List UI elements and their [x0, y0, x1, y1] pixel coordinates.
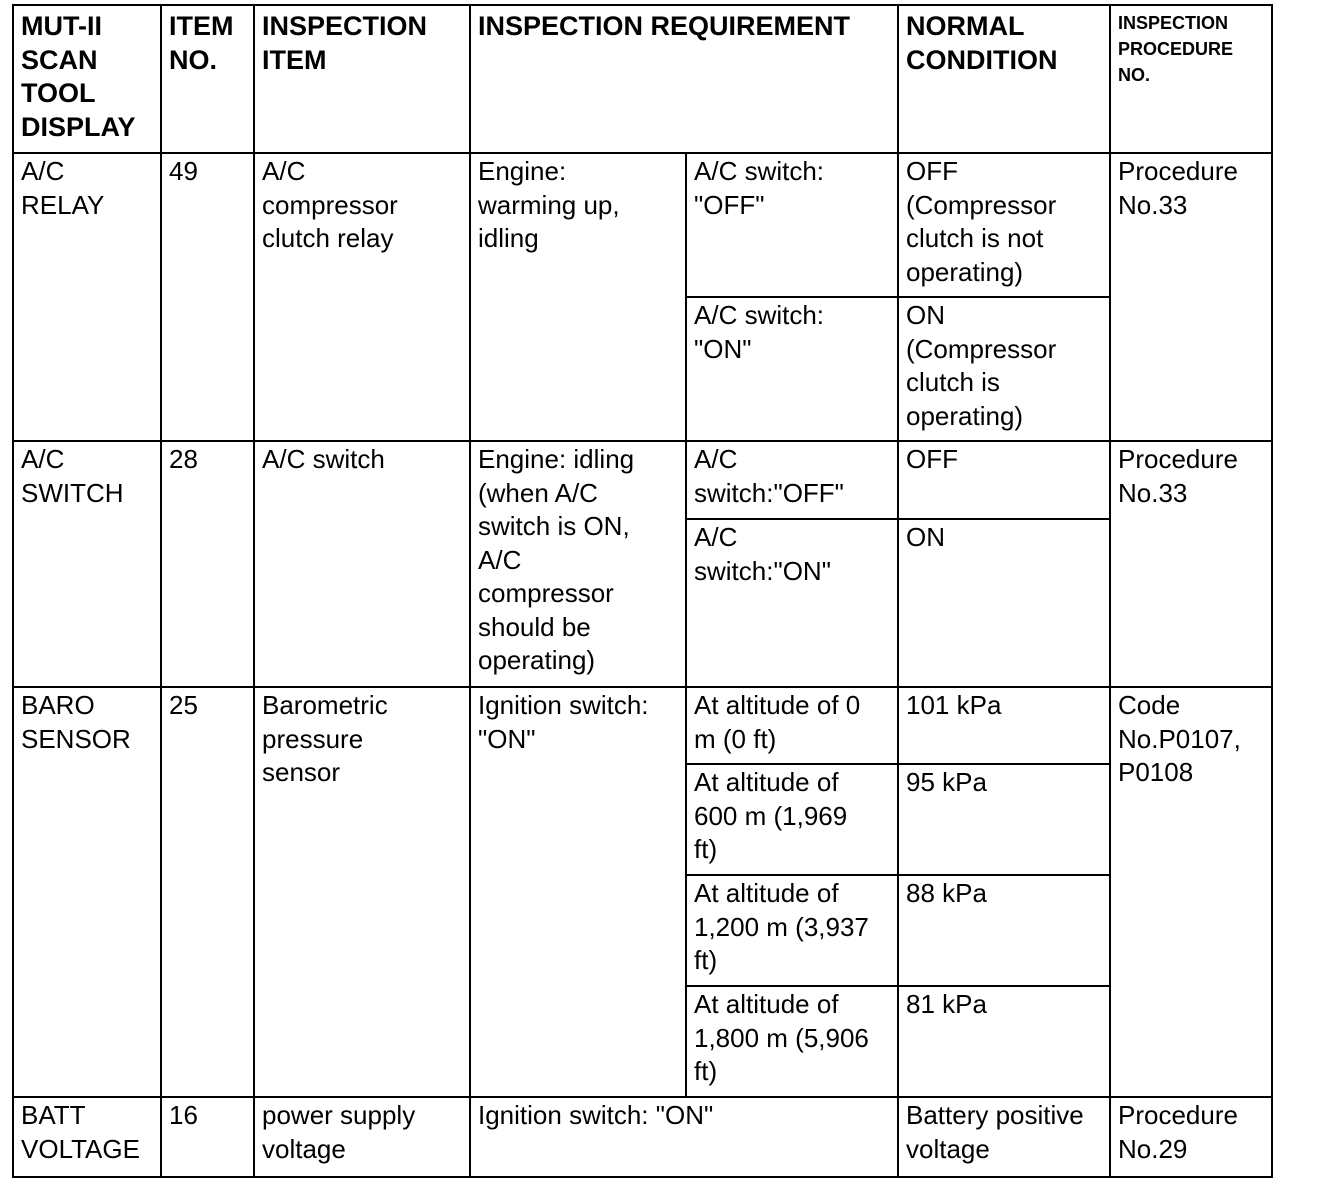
cell-normal: OFF [898, 441, 1110, 519]
table-row [13, 441, 1272, 519]
cell-normal: OFF (Compressor clutch is not operating) [898, 153, 1110, 297]
cell-requirement: Ignition switch: "ON" [470, 687, 686, 1097]
cell-normal: 88 kPa [898, 875, 1110, 986]
cell-normal: 81 kPa [898, 986, 1110, 1097]
cell-condition: A/C switch:"OFF" [686, 441, 898, 519]
header-normal-condition: NORMAL CONDITION [898, 5, 1110, 153]
cell-condition: A/C switch: "OFF" [686, 153, 898, 297]
cell-item: A/C switch [254, 441, 470, 687]
cell-display: A/C SWITCH [13, 441, 161, 687]
cell-item-no: 25 [161, 687, 254, 1097]
header-inspection-item: INSPECTION ITEM [254, 5, 470, 153]
cell-normal: ON (Compressor clutch is operating) [898, 297, 1110, 441]
cell-item-no: 49 [161, 153, 254, 441]
cell-condition: At altitude of 1,200 m (3,937 ft) [686, 875, 898, 986]
cell-item-no: 16 [161, 1097, 254, 1177]
cell-display: A/C RELAY [13, 153, 161, 441]
cell-item: Barometric pressure sensor [254, 687, 470, 1097]
header-item-no: ITEM NO. [161, 5, 254, 153]
cell-item: power supply voltage [254, 1097, 470, 1177]
cell-display: BARO SENSOR [13, 687, 161, 1097]
table-row [13, 687, 1272, 764]
cell-requirement: Engine: idling (when A/C switch is ON, A/C compressor should be operating) [470, 441, 686, 687]
header-inspection-procedure-no: INSPECTION PROCEDURE NO. [1110, 5, 1272, 153]
cell-requirement: Ignition switch: "ON" [470, 1097, 898, 1177]
header-inspection-requirement: INSPECTION REQUIREMENT [470, 5, 898, 153]
cell-display: BATT VOLTAGE [13, 1097, 161, 1177]
cell-condition: At altitude of 0 m (0 ft) [686, 687, 898, 764]
cell-normal: ON [898, 519, 1110, 687]
cell-condition: At altitude of 1,800 m (5,906 ft) [686, 986, 898, 1097]
cell-procedure: Procedure No.33 [1110, 441, 1272, 687]
cell-condition: At altitude of 600 m (1,969 ft) [686, 764, 898, 875]
cell-requirement: Engine: warming up, idling [470, 153, 686, 441]
header-scan-tool-display: MUT-II SCAN TOOL DISPLAY [13, 5, 161, 153]
cell-normal: Battery positive voltage [898, 1097, 1110, 1177]
cell-normal: 101 kPa [898, 687, 1110, 764]
cell-condition: A/C switch:"ON" [686, 519, 898, 687]
cell-normal: 95 kPa [898, 764, 1110, 875]
cell-condition: A/C switch: "ON" [686, 297, 898, 441]
table-row [13, 153, 1272, 297]
cell-procedure: Code No.P0107, P0108 [1110, 687, 1272, 1097]
cell-procedure: Procedure No.33 [1110, 153, 1272, 441]
table-row [13, 1097, 1272, 1177]
cell-item-no: 28 [161, 441, 254, 687]
cell-procedure: Procedure No.29 [1110, 1097, 1272, 1177]
header-row [13, 5, 1272, 153]
inspection-table [12, 4, 1273, 1178]
cell-item: A/C compressor clutch relay [254, 153, 470, 441]
